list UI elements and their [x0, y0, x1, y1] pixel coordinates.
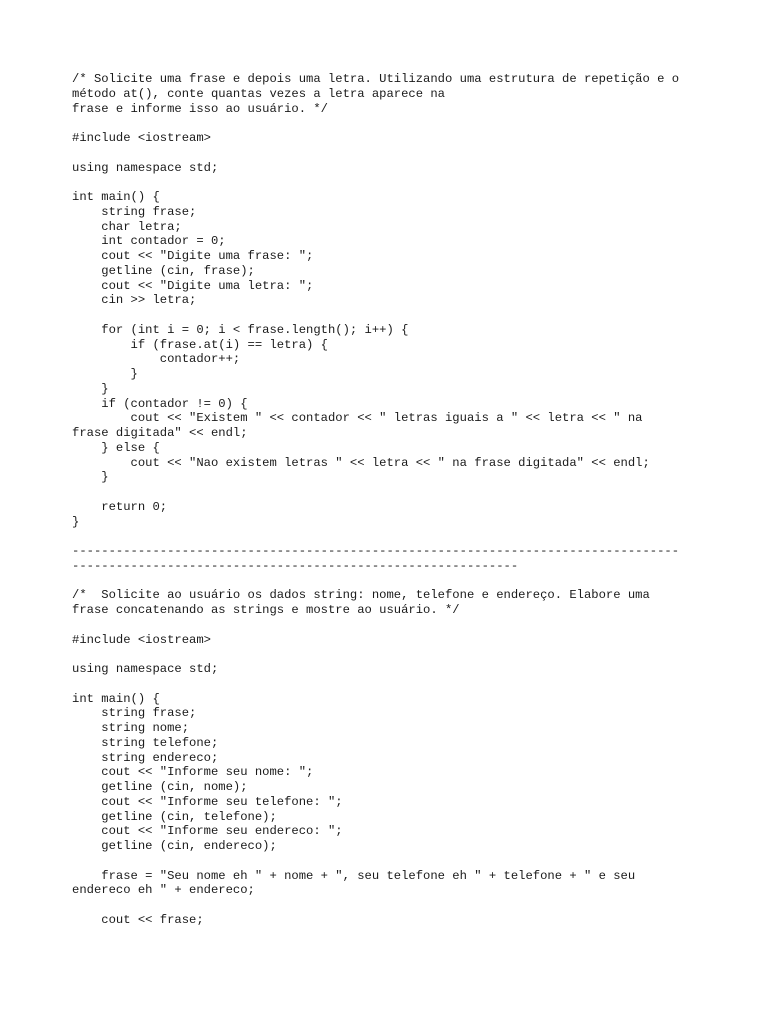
- code-line: cout << "Digite uma letra: ";: [72, 278, 314, 293]
- code-line: return 0;: [72, 499, 168, 514]
- code-line: }: [72, 381, 109, 396]
- code-line: frase concatenando as strings e mostre ao usuário. */: [72, 603, 460, 617]
- code-line: cout << frase;: [72, 912, 204, 927]
- code-line: cout << "Existem " << contador << " letras iguais a " << letra << " na: [72, 411, 643, 426]
- code-line: }: [72, 367, 138, 381]
- code-line: cout << "Digite uma frase: ";: [72, 249, 314, 263]
- code-line: string nome;: [72, 721, 190, 735]
- code-line: using namespace std;: [72, 662, 219, 676]
- code-line: -----------------------------------------------------------------------------------: [72, 544, 680, 558]
- code-line: for (int i = 0; i < frase.length(); i++) {: [72, 322, 409, 337]
- code-line: getline (cin, frase);: [72, 263, 255, 278]
- code-line: using namespace std;: [72, 160, 219, 175]
- code-line: [72, 677, 712, 692]
- code-line: [72, 647, 712, 662]
- code-line: cout << "Nao existem letras " << letra << " na frase digitada" << endl;: [72, 455, 650, 470]
- code-line: cout << "Informe seu nome: ";: [72, 765, 314, 780]
- code-line: frase e informe isso ao usuário. */: [72, 101, 328, 116]
- code-line: }: [72, 470, 109, 485]
- code-line: [72, 146, 712, 161]
- code-line: char letra;: [72, 219, 182, 234]
- code-line: if (frase.at(i) == letra) {: [72, 337, 328, 352]
- code-line: [72, 854, 712, 869]
- code-line: [72, 529, 712, 544]
- code-line: endereco eh " + endereco;: [72, 883, 255, 898]
- code-line: getline (cin, telefone);: [72, 809, 277, 824]
- code-line: frase = "Seu nome eh " + nome + ", seu telefone eh " + telefone + " e seu: [72, 868, 636, 883]
- code-line: [72, 898, 712, 913]
- code-line: if (contador != 0) {: [72, 396, 248, 411]
- document-page: [72, 72, 712, 928]
- code-line: string telefone;: [72, 735, 219, 750]
- code-line: método at(), conte quantas vezes a letra aparece na: [72, 86, 445, 101]
- code-line: [72, 618, 712, 633]
- code-line: getline (cin, endereco);: [72, 839, 277, 853]
- code-line: frase digitada" << endl;: [72, 426, 248, 440]
- code-line: cout << "Informe seu telefone: ";: [72, 794, 343, 809]
- code-line: #include <iostream>: [72, 632, 211, 647]
- code-line: [72, 574, 712, 589]
- code-line: [72, 175, 712, 190]
- code-line: /* Solicite uma frase e depois uma letra. Utilizando uma estrutura de repetição e o: [72, 72, 680, 86]
- code-line: getline (cin, nome);: [72, 780, 248, 794]
- code-line: cin >> letra;: [72, 293, 197, 308]
- code-line: }: [72, 514, 80, 529]
- code-line: /* Solicite ao usuário os dados string: nome, telefone e endereço. Elabore uma: [72, 588, 650, 603]
- code-line: int main() {: [72, 190, 160, 204]
- code-line: int contador = 0;: [72, 234, 226, 249]
- code-line: string endereco;: [72, 750, 219, 765]
- code-line: string frase;: [72, 204, 197, 219]
- code-line: contador++;: [72, 352, 241, 367]
- code-line: [72, 116, 712, 131]
- code-line: cout << "Informe seu endereco: ";: [72, 824, 343, 839]
- code-line: } else {: [72, 440, 160, 455]
- code-line: [72, 308, 712, 323]
- code-line: #include <iostream>: [72, 131, 211, 145]
- code-line: -------------------------------------------------------------: [72, 558, 519, 573]
- code-line: [72, 485, 712, 500]
- code-line: int main() {: [72, 691, 160, 706]
- code-line: string frase;: [72, 706, 197, 721]
